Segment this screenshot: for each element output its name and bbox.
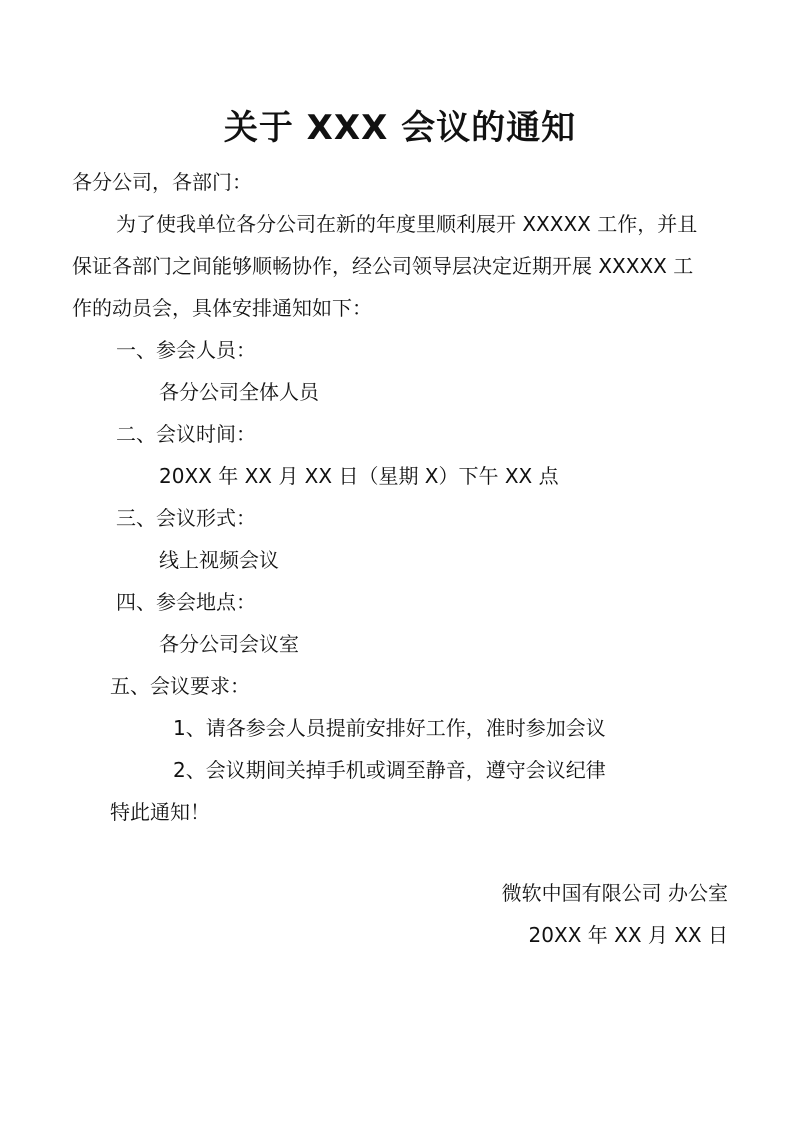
section-heading-5: 五、会议要求：: [110, 674, 250, 698]
section-heading-1: 一、参会人员：: [116, 338, 256, 362]
section-content-1: 各分公司全体人员: [159, 380, 319, 404]
requirement-item-2: 2、会议期间关掉手机或调至静音，遵守会议纪律: [173, 758, 606, 782]
section-heading-3: 三、会议形式：: [116, 506, 256, 530]
intro-line-1: 为了使我单位各分公司在新的年度里顺利展开 XXXXX 工作，并且: [116, 212, 698, 236]
signature-org: 微软中国有限公司 办公室: [501, 881, 728, 905]
section-heading-4: 四、参会地点：: [116, 590, 256, 614]
intro-line-2: 保证各部门之间能够顺畅协作，经公司领导层决定近期开展 XXXXX 工: [72, 254, 694, 278]
section-content-4: 各分公司会议室: [159, 632, 299, 656]
intro-line-3: 作的动员会，具体安排通知如下：: [72, 296, 372, 320]
closing-line: 特此通知！: [110, 800, 210, 824]
salutation: 各分公司，各部门：: [72, 170, 252, 194]
signature-date: 20XX 年 XX 月 XX 日: [528, 923, 728, 947]
section-heading-2: 二、会议时间：: [116, 422, 256, 446]
document-title: 关于 XXX 会议的通知: [223, 108, 577, 148]
section-content-2: 20XX 年 XX 月 XX 日（星期 X）下午 XX 点: [159, 464, 559, 488]
section-content-3: 线上视频会议: [159, 548, 279, 572]
requirement-item-1: 1、请各参会人员提前安排好工作，准时参加会议: [173, 716, 606, 740]
